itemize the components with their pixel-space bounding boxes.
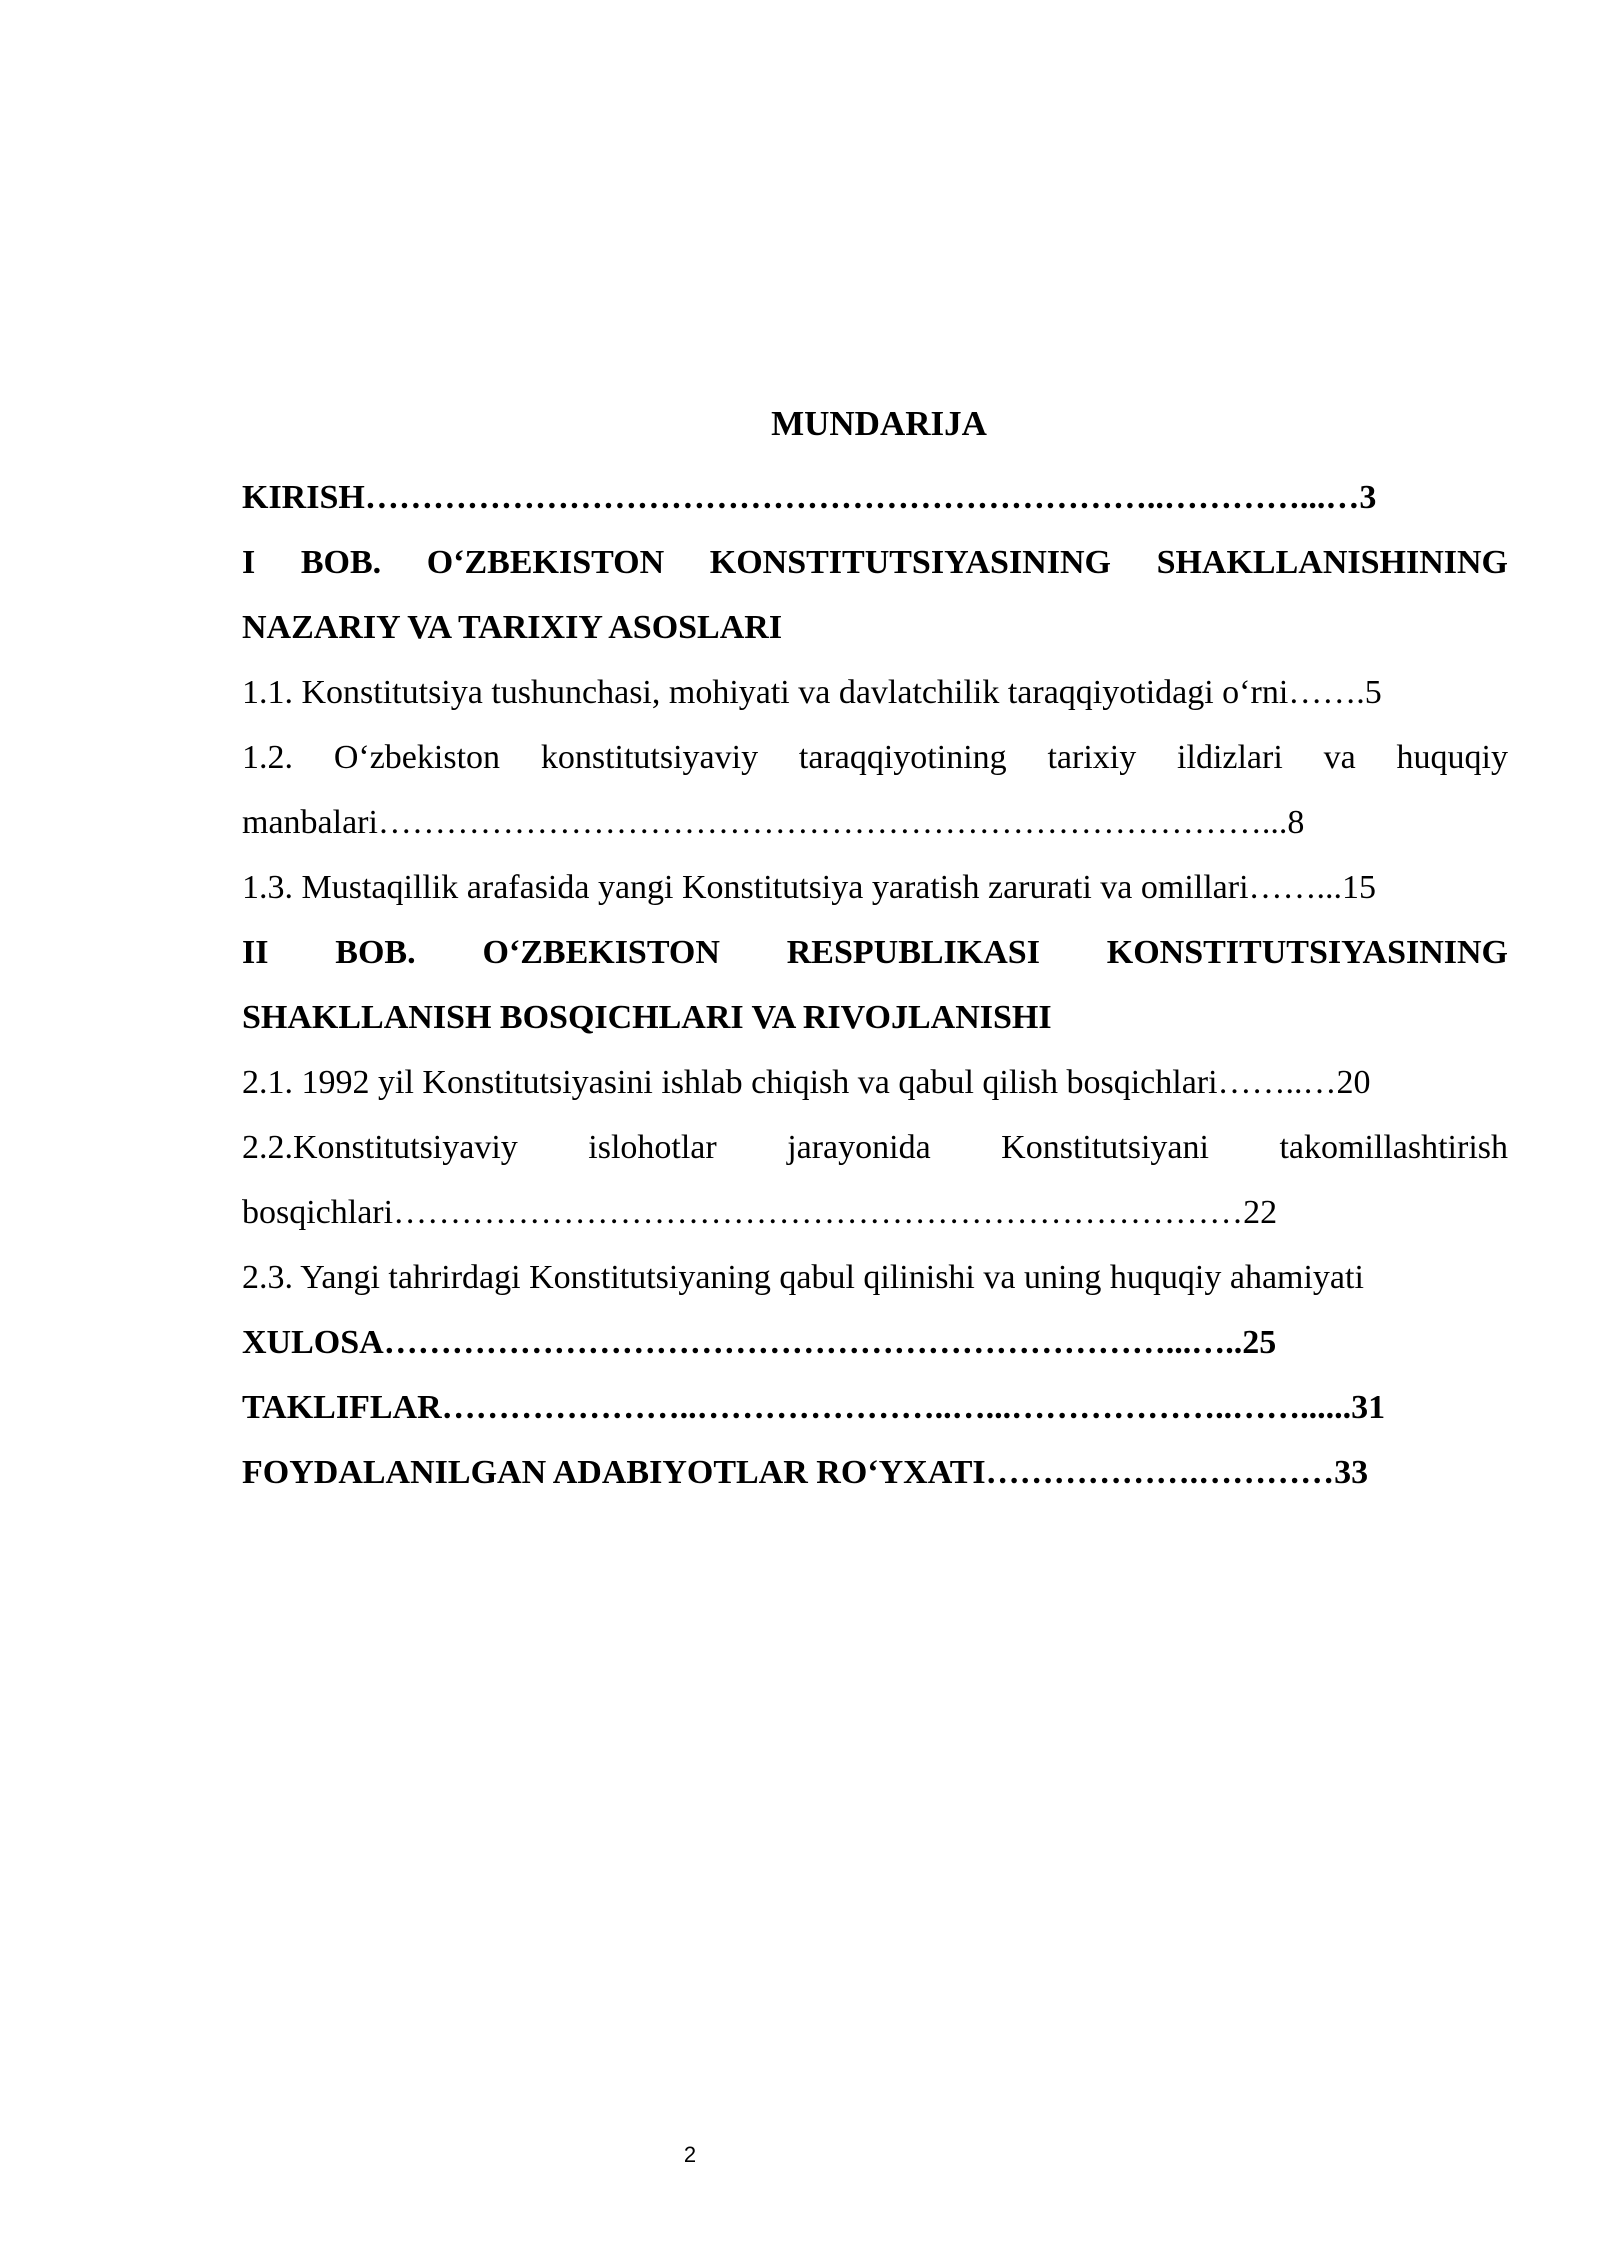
toc-entry-kirish: KIRISH……………………………………………………………..…………...…3 (242, 479, 1377, 516)
toc-entry-2-2-continued: bosqichlari…………………………………………………………………22 (242, 1194, 1278, 1231)
toc-chapter-2-heading-continued: SHAKLLANISH BOSQICHLARI VA RIVOJLANISHI (242, 999, 1052, 1036)
toc-entry-xulosa: XULOSA……………………………………………………………...…..25 (242, 1324, 1277, 1361)
toc-entry-takliflar: TAKLIFLAR…………………..…………………..…...………………..……......31 (242, 1389, 1386, 1426)
toc-entry-2-3: 2.3. Yangi tahrirdagi Konstitutsiyaning qabul qilinishi va uning huquqiy ahamiyati (242, 1259, 1364, 1296)
toc-chapter-1-heading-continued: NAZARIY VA TARIXIY ASOSLARI (242, 609, 783, 646)
toc-entry-2-2: 2.2.Konstitutsiyaviy islohotlar jarayonida Konstitutsiyani takomillashtirish (242, 1129, 1508, 1166)
toc-entry-1-3: 1.3. Mustaqillik arafasida yangi Konstitutsiya yaratish zarurati va omillari……...15 (242, 869, 1377, 906)
toc-title: MUNDARIJA (771, 404, 987, 443)
toc-entry-1-1: 1.1. Konstitutsiya tushunchasi, mohiyati va davlatchilik taraqqiyotidagi o‘rni…….5 (242, 674, 1382, 711)
table-of-contents (242, 400, 1508, 1505)
toc-entry-2-1: 2.1. 1992 yil Konstitutsiyasini ishlab chiqish va qabul qilish bosqichlari……..…20 (242, 1064, 1371, 1101)
toc-chapter-2-heading: II BOB. O‘ZBEKISTON RESPUBLIKASI KONSTITUTSIYASINING (242, 934, 1508, 971)
toc-chapter-1-heading: I BOB. O‘ZBEKISTON KONSTITUTSIYASINING SHAKLLANISHINING (242, 544, 1508, 581)
toc-entry-1-2-continued: manbalari……………………………………………………………………...8 (242, 804, 1305, 841)
toc-entry-references: FOYDALANILGAN ADABIYOTLAR RO‘YXATI……………….…………33 (242, 1454, 1369, 1491)
toc-entry-1-2: 1.2. O‘zbekiston konstitutsiyaviy taraqqiyotining tarixiy ildizlari va huquqiy (242, 739, 1508, 776)
page-number: 2 (683, 2142, 697, 2167)
